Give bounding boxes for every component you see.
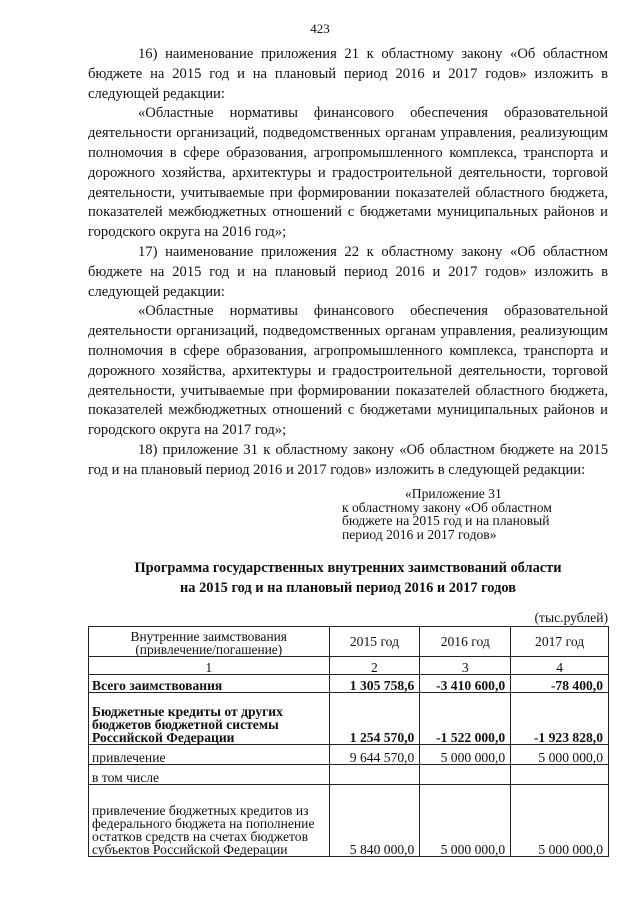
paragraph-18: 18) приложение 31 к областному закону «Об областном бюджете на 2015 год и на плановый период 2016 и 2017 годов» изложить в следующей редакции: bbox=[88, 441, 608, 478]
table-row bbox=[89, 745, 609, 765]
value-2017: 5 000 000,0 bbox=[511, 745, 609, 765]
value-2016: -1 522 000,0 bbox=[420, 693, 511, 745]
table-header-row bbox=[89, 627, 609, 657]
paragraph-17: 17) наименование приложения 22 к областному закону «Об областном бюджете на 2015 год и на плановый период 2016 и 2017 годов» изложить в следующей редакции: bbox=[88, 243, 608, 300]
numbering-cell: 1 bbox=[89, 657, 330, 675]
row-label: в том числе bbox=[89, 765, 330, 785]
page-number: 423 bbox=[310, 21, 330, 36]
table-row bbox=[89, 785, 609, 857]
table-row bbox=[89, 765, 609, 785]
table-row bbox=[89, 693, 609, 745]
value-2016: -3 410 600,0 bbox=[420, 675, 511, 693]
header-cell: 2017 год bbox=[511, 627, 609, 657]
value-2015: 1 305 758,6 bbox=[329, 675, 420, 693]
row-label: Всего заимствования bbox=[89, 675, 330, 693]
numbering-row bbox=[89, 657, 609, 675]
numbering-cell: 3 bbox=[420, 657, 511, 675]
value-2015: 5 840 000,0 bbox=[329, 785, 420, 857]
value-2015: 9 644 570,0 bbox=[329, 745, 420, 765]
paragraph-16: 16) наименование приложения 21 к областному закону «Об областном бюджете на 2015 год и на плановый период 2016 и 2017 годов» изложить в следующей редакции: bbox=[88, 46, 608, 102]
numbering-cell: 4 bbox=[511, 657, 609, 675]
row-label: привлечение bbox=[89, 745, 330, 765]
value-2017: 5 000 000,0 bbox=[511, 785, 609, 857]
table-title bbox=[88, 558, 608, 598]
row-label: Бюджетные кредиты от других бюджетов бюджетной системы Российской Федерации bbox=[89, 693, 330, 745]
value-2017 bbox=[511, 765, 609, 785]
value-2015 bbox=[329, 765, 420, 785]
borrowing-table bbox=[88, 626, 609, 857]
body-text bbox=[88, 45, 608, 481]
annex-line: бюджете на 2015 год и на плановый bbox=[342, 513, 550, 529]
annex-line: период 2016 и 2017 годов» bbox=[342, 526, 497, 542]
header-cell: 2015 год bbox=[329, 627, 420, 657]
header-cell: Внутренние заимствования (привлечение/погашение) bbox=[89, 627, 330, 657]
value-2017: -1 923 828,0 bbox=[511, 693, 609, 745]
value-2017: -78 400,0 bbox=[511, 675, 609, 693]
table-row bbox=[89, 675, 609, 693]
annex-header bbox=[342, 487, 602, 541]
value-2016: 5 000 000,0 bbox=[420, 745, 511, 765]
units-label: (тыс.рублей) bbox=[534, 610, 608, 625]
header-cell: 2016 год bbox=[420, 627, 511, 657]
row-label: привлечение бюджетных кредитов из федерального бюджета на пополнение остатков средств на счетах бюджетов субъектов Российской Федерации bbox=[89, 785, 330, 857]
paragraph-16-quote: «Областные нормативы финансового обеспечения образовательной деятельности организаций, подведомственных органам управления, реализующим полномочия в сфере образования, агропромышленного комплекса, транспорта и дорожного хозяйства, архитектуры и градостроительной деятельности, торговой деятельности, учитываемые при формировании показателей областного бюджета, показателей межбюджетных отношений с бюджетами муниципальных районов и городского округа на 2016 год»; bbox=[88, 105, 608, 241]
numbering-cell: 2 bbox=[329, 657, 420, 675]
annex-line: «Приложение 31 bbox=[405, 486, 502, 501]
annex-line: к областному закону «Об областном bbox=[342, 499, 552, 515]
value-2016 bbox=[420, 765, 511, 785]
value-2016: 5 000 000,0 bbox=[420, 785, 511, 857]
value-2015: 1 254 570,0 bbox=[329, 693, 420, 745]
paragraph-17-quote: «Областные нормативы финансового обеспечения образовательной деятельности организаций, подведомственных органам управления, реализующим полномочия в сфере образования, агропромышленного комплекса, транспорта и дорожного хозяйства, архитектуры и градостроительной деятельности, торговой деятельности, учитываемые при формировании показателей областного бюджета, показателей межбюджетных отношений с бюджетами муниципальных районов и городского округа на 2017 год»; bbox=[88, 303, 608, 439]
table-title-line: Программа государственных внутренних заимствований области bbox=[134, 560, 562, 576]
table-title-line: на 2015 год и на плановый период 2016 и 2017 годов bbox=[180, 580, 516, 596]
